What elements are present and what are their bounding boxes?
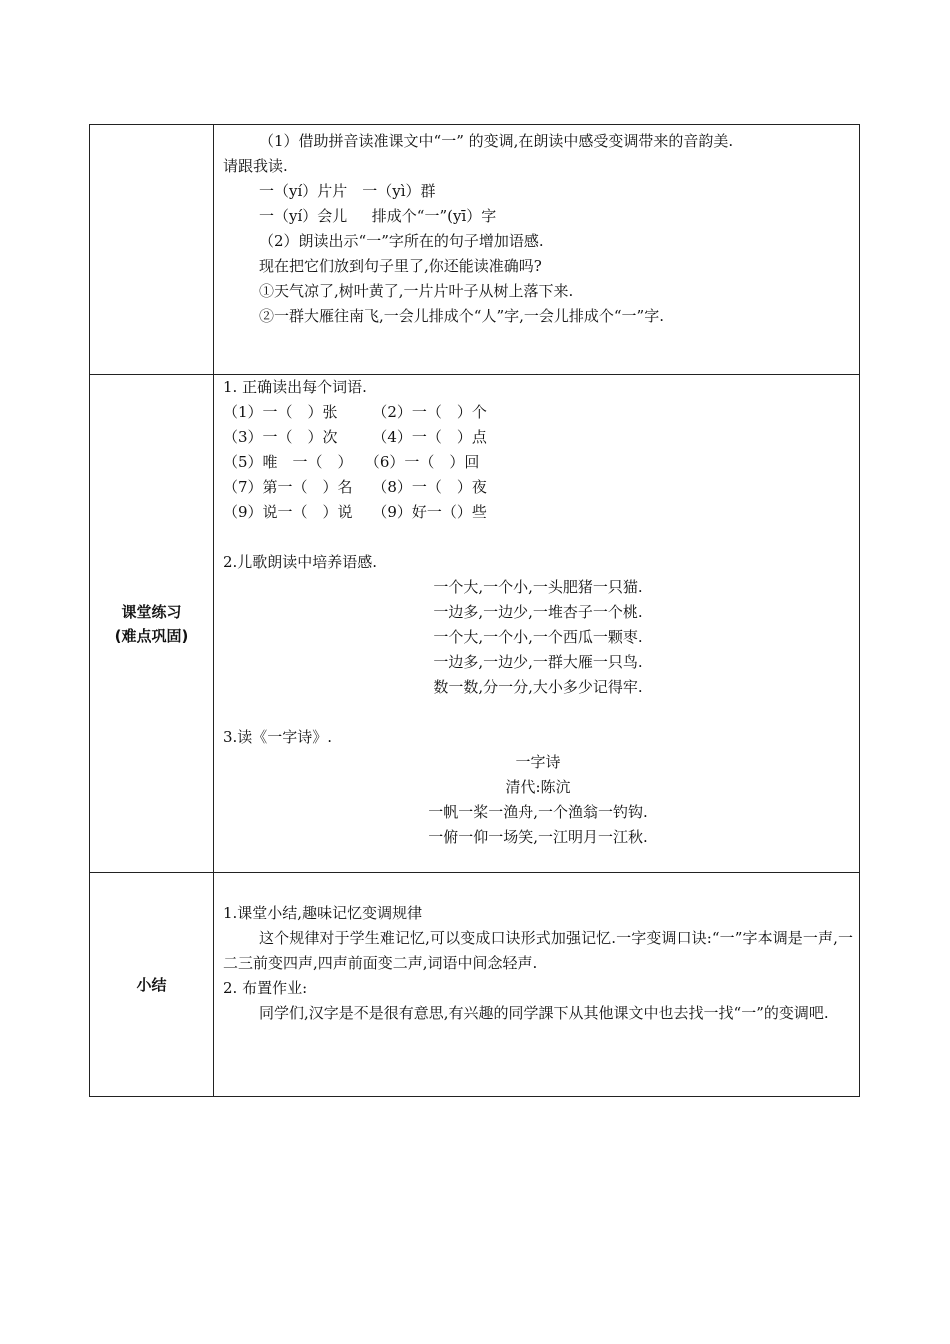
content-line: ①天气凉了,树叶黄了,一片片叶子从树上落下来. (259, 282, 574, 300)
table-row (90, 375, 860, 873)
content-line: 一（yí）会儿 排成个“一”(yī）字 (259, 207, 497, 225)
lesson-plan-sheet (89, 124, 860, 1097)
row-content-cell (214, 873, 860, 1097)
content-line: （1）一（ ）张 （2）一（ ）个 (223, 403, 487, 421)
content-line: 2.儿歌朗读中培养语感. (223, 553, 378, 571)
content-line: 一边多,一边少,一堆杏子一个桃. (433, 603, 643, 621)
row-content-cell (214, 125, 860, 375)
content-line: ②一群大雁往南飞,一会儿排成个“人”字,一会儿排成个“一”字. (259, 307, 664, 325)
content-line: 1. 正确读出每个词语. (223, 378, 367, 396)
spacer (223, 525, 853, 550)
row-label-text: 课堂练习 (121, 602, 182, 621)
lesson-plan-table (89, 124, 860, 1097)
content-line: 这个规律对于学生难记忆,可以变成口诀形式加强记忆.一字变调口诀:“一”字本调是一声,一二三前变四声,四声前面变二声,词语中间念轻声. (223, 929, 853, 972)
table-row (90, 873, 860, 1097)
content-line: （7）第一（ ）名 （8）一（ ）夜 (223, 478, 487, 496)
content-line: 一边多,一边少,一群大雁一只鸟. (433, 653, 643, 671)
content-line: 请跟我读. (223, 157, 288, 175)
content-line: 一帆一桨一渔舟,一个渔翁一钓钩. (428, 803, 648, 821)
row-label-text: (难点巩固) (114, 626, 189, 645)
table-row (90, 125, 860, 375)
row-content-cell (214, 375, 860, 873)
spacer (223, 700, 853, 725)
content-line: 数一数,分一分,大小多少记得牢. (433, 678, 643, 696)
content-line: （1）借助拼音读准课文中“一” 的变调,在朗读中感受变调带来的音韵美. (259, 132, 734, 150)
content-line: 同学们,汉字是不是很有意思,有兴趣的同学課下从其他课文中也去找一找“一”的变调吧. (259, 1004, 829, 1022)
row-label-text: 小结 (136, 975, 167, 994)
content-line: 3.读《一字诗》. (223, 728, 333, 746)
content-line: （2）朗读出示“一”字所在的句子增加语感. (259, 232, 544, 250)
content-line: 一个大,一个小,一头肥猪一只猫. (433, 578, 643, 596)
content-line: 一字诗 (515, 753, 561, 771)
content-line: 清代:陈沆 (505, 778, 571, 796)
content-line: 现在把它们放到句子里了,你还能读准确吗? (259, 257, 542, 275)
content-line: 一俯一仰一场笑,一江明月一江秋. (428, 828, 648, 846)
row-label-cell (90, 375, 214, 873)
row-label-cell (90, 873, 214, 1097)
content-line: （5）唯 一（ ） （6）一（ ）回 (223, 453, 480, 471)
content-line: （9）说一（ ）说 （9）好一（）些 (223, 503, 487, 521)
content-line: 一个大,一个小,一个西瓜一颗枣. (433, 628, 643, 646)
content-line: （3）一（ ）次 （4）一（ ）点 (223, 428, 487, 446)
content-line: 1.课堂小结,趣味记忆变调规律 (223, 904, 423, 922)
row-label-cell (90, 125, 214, 375)
content-line: 一（yí）片片 一（yì）群 (259, 182, 436, 200)
content-line: 2. 布置作业: (223, 979, 308, 997)
